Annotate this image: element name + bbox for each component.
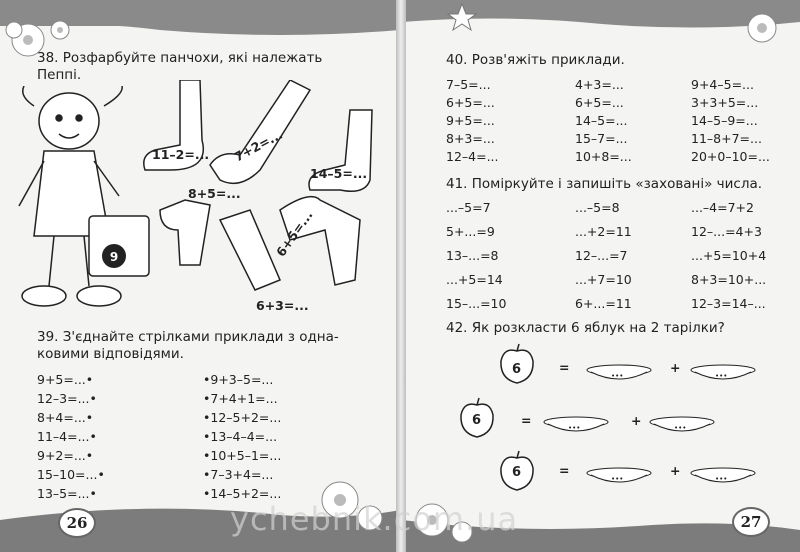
expression: 14–5=...: [575, 113, 628, 128]
plus-sign: +: [670, 360, 681, 375]
plate-dots: •••: [611, 372, 624, 380]
sock-label: 11–2=...: [152, 147, 210, 162]
expression: ...–4=7+2: [691, 200, 754, 215]
suitcase-number: 9: [109, 250, 119, 264]
sock-label: 6+3=...: [256, 298, 309, 313]
task40-title: 40. Розв'яжіть приклади.: [446, 52, 625, 68]
expression: ...+5=14: [446, 272, 503, 287]
task38-title: 38. Розфарбуйте панчохи, які належать Пеппі.: [37, 50, 323, 83]
equals-sign: =: [559, 463, 570, 478]
expression: 14–5–9=...: [691, 113, 758, 128]
task39-title: 39. З'єднайте стрілками приклади з одна- ковими відповідями.: [37, 329, 339, 362]
expression: 9+5=...: [446, 113, 495, 128]
equals-sign: =: [559, 360, 570, 375]
expression: 4+3=...: [575, 77, 624, 92]
expression: ...–5=8: [575, 200, 620, 215]
plate-dots: •••: [715, 372, 728, 380]
task41-title: 41. Поміркуйте і запишіть «заховані» числа.: [446, 176, 763, 192]
task42-title: 42. Як розкласти 6 яблук на 2 тарілки?: [446, 320, 725, 336]
expression: •14–5+2=...: [203, 486, 282, 501]
apple-number: 6: [512, 362, 522, 377]
top-decoration: [402, 0, 800, 50]
sock-label: 14–5=...: [310, 166, 368, 181]
expression: 13–5=...•: [37, 486, 97, 501]
expression: 8+3=10+...: [691, 272, 767, 287]
expression: 12–3=14–...: [691, 296, 766, 311]
plate-dots: •••: [611, 475, 624, 483]
expression: 10+8=...: [575, 149, 632, 164]
expression: ...+5=10+4: [691, 248, 767, 263]
expression: 15–10=...•: [37, 467, 105, 482]
apple-number: 6: [472, 413, 482, 428]
expression: 12–...=4+3: [691, 224, 762, 239]
expression: ...+2=11: [575, 224, 632, 239]
expression: 12–...=7: [575, 248, 628, 263]
expression: 9+2=...•: [37, 448, 94, 463]
expression: 20+0–10=...: [691, 149, 770, 164]
sock-label: 6+5=...: [273, 207, 316, 260]
expression: 11–4=...•: [37, 429, 97, 444]
expression: 6+5=...: [446, 95, 495, 110]
socks-drawing: [140, 80, 400, 320]
expression: 6+...=11: [575, 296, 632, 311]
plate-dots: •••: [715, 475, 728, 483]
plus-sign: +: [631, 413, 642, 428]
watermark: ychebnik.com.ua: [230, 500, 519, 538]
plate-dots: •••: [568, 424, 581, 432]
expression: •12–5+2=...: [203, 410, 282, 425]
expression: 13–...=8: [446, 248, 499, 263]
apple-number: 6: [512, 465, 522, 480]
page-number-right: 27: [732, 507, 770, 537]
expression: •10+5–1=...: [203, 448, 282, 463]
expression: ...+7=10: [575, 272, 632, 287]
expression: 8+3=...: [446, 131, 495, 146]
sock-label: 7+2=...: [231, 126, 286, 165]
expression: 9+4–5=...: [691, 77, 754, 92]
plate-dots: •••: [674, 424, 687, 432]
expression: •13–4–4=...: [203, 429, 278, 444]
expression: 12–4=...: [446, 149, 499, 164]
expression: 9+5=...•: [37, 372, 94, 387]
expression: 11–8+7=...: [691, 131, 762, 146]
page-number-left: 26: [58, 508, 96, 538]
expression: •7–3+4=...: [203, 467, 274, 482]
expression: 6+5=...: [575, 95, 624, 110]
book-gutter: [396, 0, 406, 552]
plus-sign: +: [670, 463, 681, 478]
expression: •9+3–5=...: [203, 372, 274, 387]
equals-sign: =: [521, 413, 532, 428]
expression: 8+4=...•: [37, 410, 94, 425]
expression: 3+3+5=...: [691, 95, 759, 110]
expression: ...–5=7: [446, 200, 491, 215]
expression: 12–3=...•: [37, 391, 97, 406]
expression: •7+4+1=...: [203, 391, 278, 406]
expression: 15–7=...: [575, 131, 628, 146]
expression: 15–...=10: [446, 296, 507, 311]
pippi-illustration: [14, 86, 154, 326]
sock-label: 8+5=...: [188, 186, 241, 201]
right-page: [402, 0, 800, 552]
expression: 7–5=...: [446, 77, 491, 92]
expression: 5+...=9: [446, 224, 495, 239]
